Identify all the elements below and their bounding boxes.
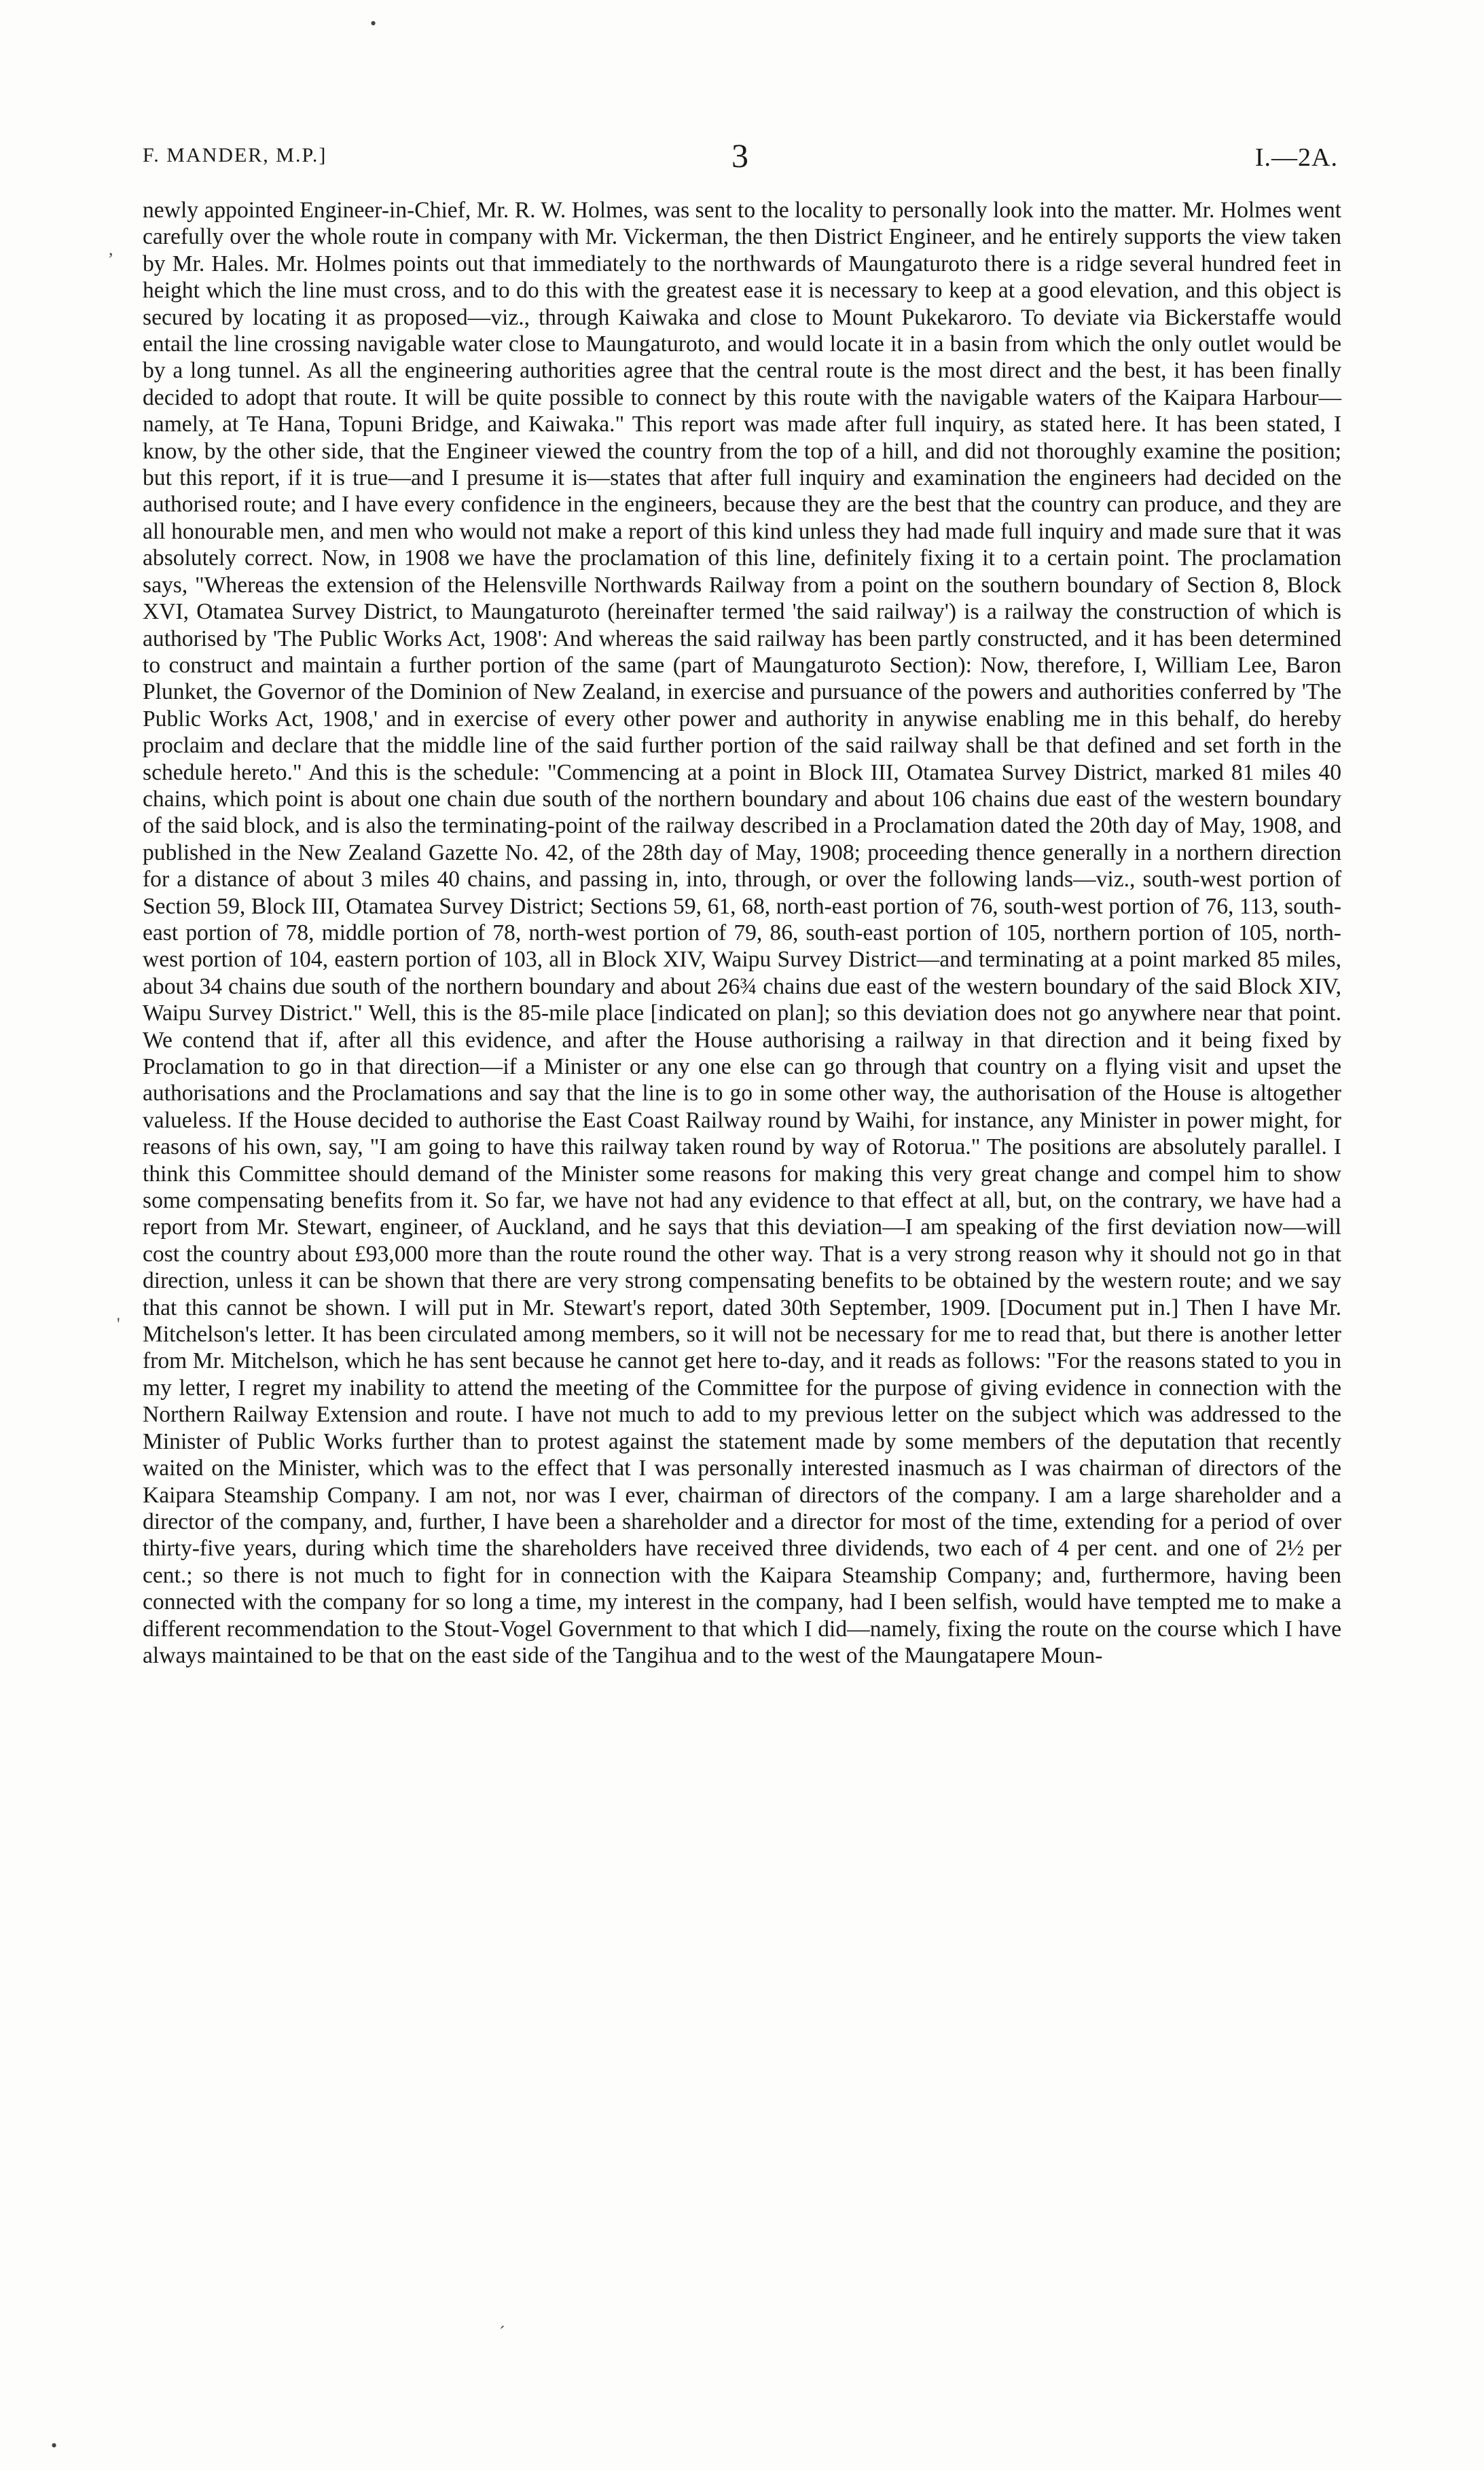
top-dot-mark: •: [370, 14, 377, 33]
document-code: I.—2A.: [1254, 143, 1338, 172]
body-paragraph: newly appointed Engineer-in-Chief, Mr. R. W. Holmes, was sent to the locality to personally look into the matter. Mr. Holmes went carefully over the whole route in company with Mr. Vickerman, the then District Engineer, and he entirely supports the view taken by Mr. Hales. Mr. Holmes points out that immediately to the northwards of Maungaturoto there is a ridge several hundred feet in height which the line must cross, and to do this with the greatest ease it is necessary to keep at a good elevation, and this object is secured by locating it as proposed—viz., through Kaiwaka and close to Mount Pukekaroro. To deviate via Bickerstaffe would entail the line crossing navigable water close to Maungaturoto, and would locate it in a basin from which the only outlet would be by a long tunnel. As all the engineering authorities agree that the central route is the most direct and the best, it has been finally decided to adopt that route. It will be quite possible to connect by this route with the navigable waters of the Kaipara Harbour—namely, at Te Hana, Topuni Bridge, and Kaiwaka." This report was made after full inquiry, as stated here. It has been stated, I know, by the other side, that the Engineer viewed the country from the top of a hill, and did not thoroughly examine the position; but this report, if it is true—and I presume it is—states that after full inquiry and examination the engineers had decided on the authorised route; and I have every confidence in the engineers, because they are the best that the country can produce, and they are all honourable men, and men who would not make a report of this kind unless they had made full inquiry and made sure that it was absolutely correct. Now, in 1908 we have the proclamation of this line, definitely fixing it to a certain point. The proclamation says, "Whereas the extension of the Helensville Northwards Railway from a point on the southern boundary of Section 8, Block XVI, Otamatea Survey District, to Maungaturoto (hereinafter termed 'the said railway') is a railway the construction of which is authorised by 'The Public Works Act, 1908': And whereas the said railway has been partly constructed, and it has been determined to construct and maintain a further portion of the same (part of Maungaturoto Section): Now, therefore, I, William Lee, Baron Plunket, the Governor of the Dominion of New Zealand, in exercise and pursuance of the powers and authorities conferred by 'The Public Works Act, 1908,' and in exercise of every other power and authority in anywise enabling me in this behalf, do hereby proclaim and declare that the middle line of the said further portion of the said railway shall be that defined and set forth in the schedule hereto." And this is the schedule: "Commencing at a point in Block III, Otamatea Survey District, marked 81 miles 40 chains, which point is about one chain due south of the northern boundary and about 106 chains due east of the western boundary of the said block, and is also the terminating-point of the railway described in a Proclamation dated the 20th day of May, 1908, and published in the New Zealand Gazette No. 42, of the 28th day of May, 1908; proceeding thence generally in a northern direction for a distance of about 3 miles 40 chains, and passing in, into, through, or over the following lands—viz., south-west portion of Section 59, Block III, Otamatea Survey District; Sections 59, 61, 68, north-east portion of 76, south-west portion of 76, 113, south-east portion of 78, middle portion of 78, north-west portion of 79, 86, south-east portion of 105, northern portion of 105, north-west portion of 104, eastern portion of 103, all in Block XIV, Waipu Survey District—and terminating at a point marked 85 miles, about 34 chains due south of the northern boundary and about 26¾ chains due east of the western boundary of the said Block XIV, Waipu Survey District." Well, this is the 85-mile place [indicated on plan]; so this deviation does not go anywhere near that point. We contend that if, after all this evidence, and after the House authorising a railway in that direction and it being fixed by Proclamation to go in that direction—if a Minister or any one else can go through that country on a flying visit and upset the authorisations and the Proclamations and say that the line is to go in some other way, the authorisation of the House is altogether valueless. If the House decided to authorise the East Coast Railway round by Waihi, for instance, any Minister in power might, for reasons of his own, say, "I am going to have this railway taken round by way of Rotorua." The positions are absolutely parallel. I think this Committee should demand of the Minister some reasons for making this very great change and compel him to show some compensating benefits from it. So far, we have not had any evidence to that effect at all, but, on the contrary, we have had a report from Mr. Stewart, engineer, of Auckland, and he says that this deviation—I am speaking of the first deviation now—will cost the country about £93,000 more than the route round the other way. That is a very strong reason why it should not go in that direction, unless it can be shown that there are very strong compensating benefits to be obtained by the western route; and we say that this cannot be shown. I will put in Mr. Stewart's report, dated 30th September, 1909. [Document put in.] Then I have Mr. Mitchelson's letter. It has been circulated among members, so it will not be necessary for me to read that, but there is another letter from Mr. Mitchelson, which he has sent because he cannot get here to-day, and it reads as follows: "For the reasons stated to you in my letter, I regret my inability to attend the meeting of the Committee for the purpose of giving evidence in connection with the Northern Railway Extension and route. I have not much to add to my previous letter on the subject which was addressed to the Minister of Public Works further than to protest against the statement made by some members of the deputation that recently waited on the Minister, which was to the effect that I was personally interested inasmuch as I was chairman of directors of the Kaipara Steamship Company. I am not, nor was I ever, chairman of directors of the company. I am a large shareholder and a director of the company, and, further, I have been a shareholder and a director for most of the time, extending for a period of over thirty-five years, during which time the shareholders have received three dividends, two each of 4 per cent. and one of 2½ per cent.; so there is not much to fight for in connection with the Kaipara Steamship Company; and, furthermore, having been connected with the company for so long a time, my interest in the company, had I been selfish, would have tempted me to make a different recommendation to the Stout-Vogel Government to that which I did—namely, fixing the route on the course which I have always maintained to be that on the east side of the Tangihua and to the west of the Maungatapere Moun-: [143, 198, 1341, 1668]
page-header: [143, 137, 1338, 182]
bottom-left-dot-mark: •: [51, 2436, 58, 2455]
page-number: 3: [731, 137, 749, 175]
left-apostrophe-mark: ': [117, 1314, 120, 1334]
left-comma-mark: ,: [109, 239, 113, 259]
header-speaker: F. MANDER, M.P.]: [143, 144, 327, 166]
bottom-tick-mark: ´: [499, 2323, 505, 2343]
